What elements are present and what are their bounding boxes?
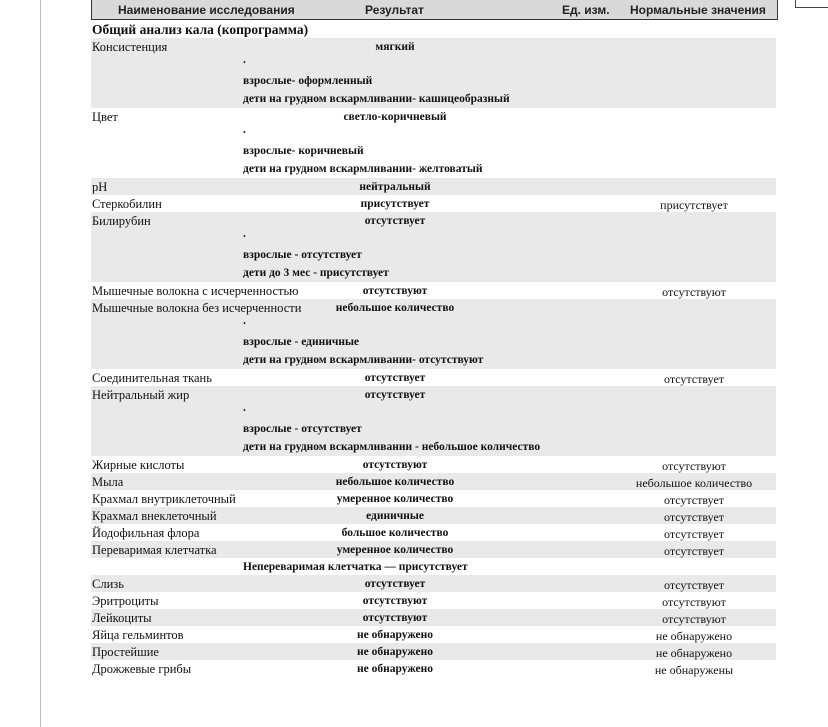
row-name: Консистенция bbox=[92, 40, 168, 54]
row-result: умеренное количество bbox=[336, 544, 454, 556]
header-name: Наименование исследования bbox=[118, 3, 295, 17]
row-norm: отсутствуют bbox=[662, 595, 726, 609]
row-name: Слизь bbox=[92, 577, 124, 591]
row-result: не обнаружено bbox=[357, 629, 433, 641]
norm-note-line: взрослые- коричневый bbox=[243, 145, 364, 157]
row-result: отсутствуют bbox=[362, 595, 428, 607]
table-row bbox=[91, 212, 776, 282]
table-row bbox=[91, 108, 776, 178]
row-result: Непереваримая клетчатка — присутствует bbox=[243, 561, 468, 573]
table-row bbox=[91, 643, 776, 660]
table-row bbox=[91, 178, 776, 195]
table-row bbox=[91, 524, 776, 541]
results-table bbox=[91, 38, 776, 677]
table-header bbox=[91, 0, 778, 20]
table-row bbox=[91, 386, 776, 456]
header-result: Результат bbox=[365, 3, 424, 17]
norm-note-line: . bbox=[243, 402, 246, 414]
table-row bbox=[91, 626, 776, 643]
table-row bbox=[91, 490, 776, 507]
row-norm: отсутствуют bbox=[662, 612, 726, 626]
row-result: отсутствует bbox=[364, 578, 426, 590]
norm-note-line: дети на грудном вскармливании- отсутствуют bbox=[243, 354, 484, 366]
row-name: Яйца гельминтов bbox=[92, 628, 184, 642]
norm-note-line: дети до 3 мес - присутствует bbox=[243, 267, 389, 279]
row-name: Соединительная ткань bbox=[92, 371, 212, 385]
row-norm: отсутствует bbox=[663, 544, 725, 558]
table-row bbox=[91, 38, 776, 108]
table-row bbox=[91, 575, 776, 592]
row-norm: отсутствует bbox=[663, 493, 725, 507]
row-result: отсутствует bbox=[364, 372, 426, 384]
norm-note-line: . bbox=[243, 124, 246, 136]
page-edge bbox=[40, 0, 41, 727]
row-name: Цвет bbox=[92, 110, 118, 124]
row-norm: отсутствует bbox=[663, 527, 725, 541]
row-result: отсутствует bbox=[364, 215, 426, 227]
row-name: Крахмал внеклеточный bbox=[92, 509, 217, 523]
table-row bbox=[91, 592, 776, 609]
row-result: большое количество bbox=[341, 527, 449, 539]
row-norm: отсутствуют bbox=[662, 285, 726, 299]
norm-note-line: . bbox=[243, 315, 246, 327]
row-name: Билирубин bbox=[92, 214, 151, 228]
norm-note-line: взрослые- оформленный bbox=[243, 75, 373, 87]
row-result: не обнаружено bbox=[357, 663, 433, 675]
norm-note-line: дети на грудном вскармливании - небольшое количество bbox=[243, 441, 541, 453]
corner-frame bbox=[795, 0, 828, 8]
table-row bbox=[91, 507, 776, 524]
row-name: Нейтральный жир bbox=[92, 388, 190, 402]
row-norm: присутствует bbox=[660, 198, 728, 212]
row-result: отсутствует bbox=[364, 389, 426, 401]
row-norm: не обнаружено bbox=[655, 646, 733, 660]
norm-note-line: дети на грудном вскармливании- желтоватый bbox=[243, 163, 483, 175]
row-result: небольшое количество bbox=[335, 302, 455, 314]
row-result: небольшое количество bbox=[335, 476, 455, 488]
row-name: Мышечные волокна без исчерченности bbox=[92, 301, 302, 315]
table-row bbox=[91, 456, 776, 473]
row-name: Переваримая клетчатка bbox=[92, 543, 217, 557]
row-norm: не обнаружено bbox=[655, 629, 733, 643]
row-result: отсутствуют bbox=[362, 459, 428, 471]
row-result: единичные bbox=[366, 510, 424, 522]
row-result: мягкий bbox=[375, 41, 415, 53]
row-result: нейтральный bbox=[359, 181, 431, 193]
row-name: Жирные кислоты bbox=[92, 458, 185, 472]
row-name: Мыла bbox=[92, 475, 124, 489]
row-name: Мышечные волокна с исчерченностью bbox=[92, 284, 299, 298]
norm-note-line: взрослые - отсутствует bbox=[243, 423, 362, 435]
table-row bbox=[91, 195, 776, 212]
row-name: Простейшие bbox=[92, 645, 159, 659]
table-row bbox=[91, 558, 776, 575]
row-result: умеренное количество bbox=[336, 493, 454, 505]
row-result: отсутствуют bbox=[362, 612, 428, 624]
table-row bbox=[91, 473, 776, 490]
section-title: Общий анализ кала (копрограмма) bbox=[92, 22, 309, 37]
header-unit: Ед. изм. bbox=[562, 3, 610, 17]
row-name: Лейкоциты bbox=[92, 611, 152, 625]
row-result: отсутствуют bbox=[362, 285, 428, 297]
norm-note-line: дети на грудном вскармливании- кашицеобразный bbox=[243, 93, 510, 105]
header-norm: Нормальные значения bbox=[630, 3, 766, 17]
norm-note-line: . bbox=[243, 228, 246, 240]
row-name: Стеркобилин bbox=[92, 197, 162, 211]
row-name: Йодофильная флора bbox=[92, 526, 200, 540]
table-row bbox=[91, 660, 776, 677]
table-row bbox=[91, 541, 776, 558]
row-norm: небольшое количество bbox=[635, 476, 753, 490]
row-norm: отсутствует bbox=[663, 372, 725, 386]
row-norm: отсутствуют bbox=[662, 459, 726, 473]
row-norm: отсутствует bbox=[663, 510, 725, 524]
row-result: не обнаружено bbox=[357, 646, 433, 658]
row-name: Крахмал внутриклеточный bbox=[92, 492, 236, 506]
row-result: присутствует bbox=[360, 198, 430, 210]
row-norm: не обнаружены bbox=[654, 663, 734, 677]
row-name: Эритроциты bbox=[92, 594, 159, 608]
row-norm: отсутствует bbox=[663, 578, 725, 592]
table-row bbox=[91, 369, 776, 386]
table-row bbox=[91, 299, 776, 369]
norm-note-line: взрослые - единичные bbox=[243, 336, 360, 348]
norm-note-line: . bbox=[243, 54, 246, 66]
row-result: светло-коричневый bbox=[343, 111, 447, 123]
table-row bbox=[91, 282, 776, 299]
row-name: Дрожжевые грибы bbox=[92, 662, 192, 676]
norm-note-line: взрослые - отсутствует bbox=[243, 249, 362, 261]
row-name: pH bbox=[92, 180, 108, 194]
table-row bbox=[91, 609, 776, 626]
